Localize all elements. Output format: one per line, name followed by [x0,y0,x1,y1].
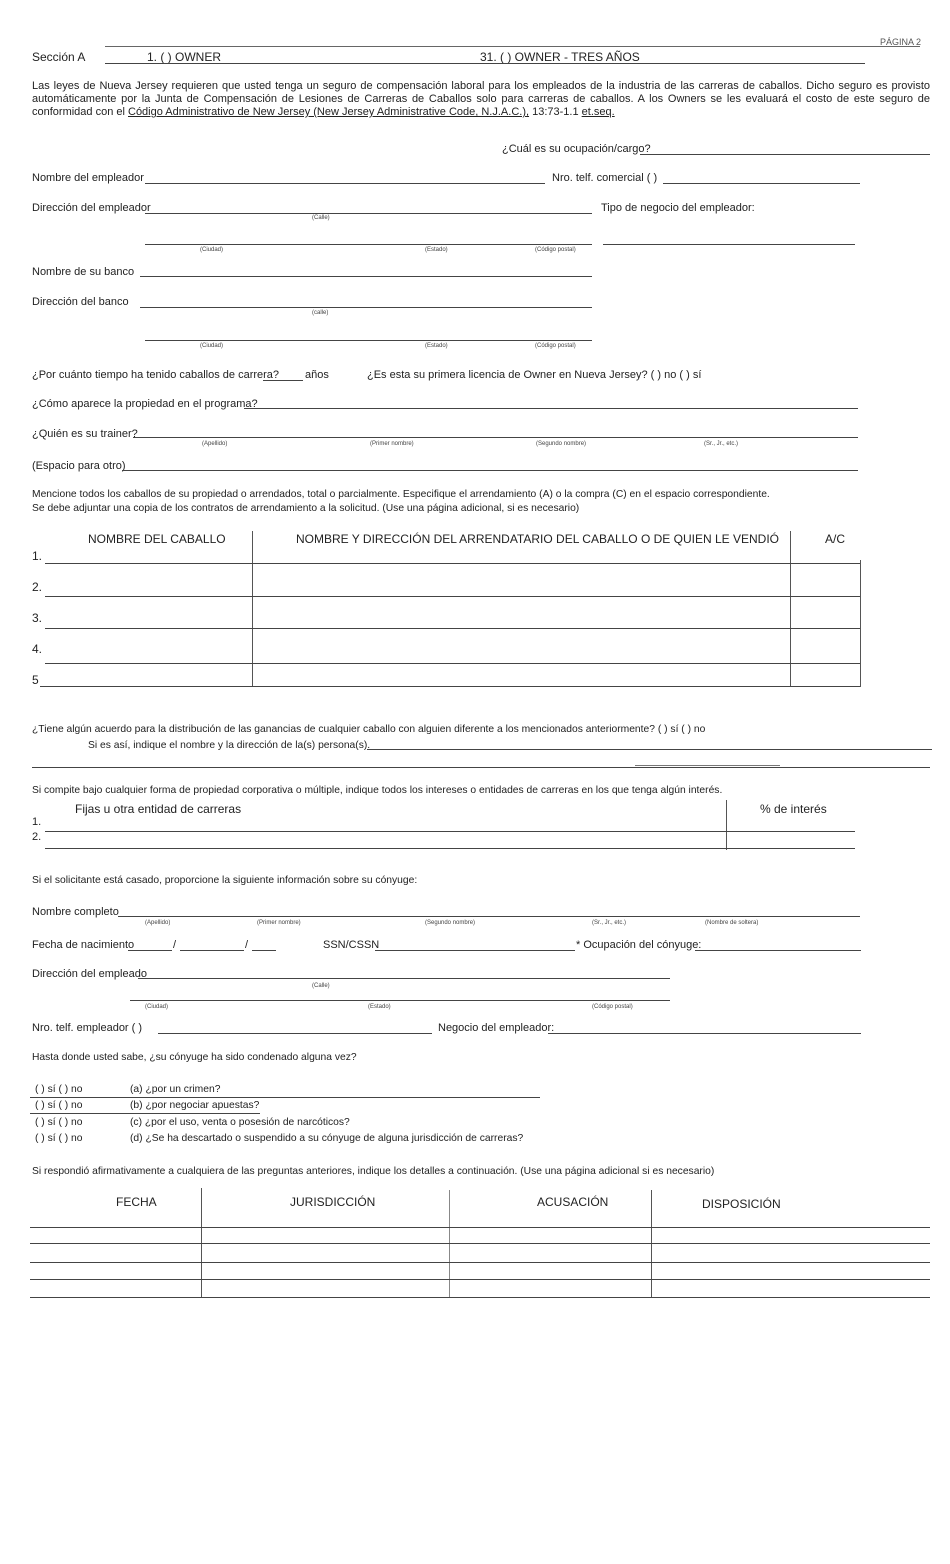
corporate-row[interactable] [45,848,855,849]
spouse-first-hint: (Primer nombre) [257,920,301,926]
convictions-question: Hasta donde usted sabe, ¿su cónyuge ha sido condenado alguna vez? [32,1052,357,1063]
bank-city-hint: (Ciudad) [200,343,224,349]
employer-city-hint: (Ciudad) [200,247,224,253]
years-question: ¿Por cuánto tiempo ha tenido caballos de carrera? [32,369,280,381]
corporate-row-number: 2. [32,831,42,843]
table-row[interactable] [45,563,860,564]
table-row[interactable] [45,596,860,597]
horse-row-number: 2. [32,580,43,594]
trainer-suffix-hint: (Sr., Jr., etc.) [704,441,739,447]
horse-row-number: 5 [32,673,39,687]
ssn-field[interactable] [375,950,575,951]
business-type-label: Tipo de negocio del empleador: [601,202,755,214]
employee-address-label: Dirección del empleado [32,968,147,980]
employer-zip-hint: (Código postal) [535,247,576,253]
table-row[interactable] [30,1243,930,1244]
nj-code-reference: Código Administrativo de New Jersey (New Jersey Administrative Code, N.J.A.C.), [128,106,530,118]
trainer-field[interactable] [133,437,858,438]
spouse-fullname-field[interactable] [118,916,860,917]
dob-day-field[interactable] [180,950,244,951]
employer-address-label: Dirección del empleador [32,202,151,214]
details-instructions: Si respondió afirmativamente a cualquiera de las preguntas anteriores, indique los detalles a continuación. (Use una página adicional si es necesario) [32,1166,715,1177]
spouse-occupation-field[interactable] [695,950,861,951]
spouse-middle-hint: (Segundo nombre) [425,920,476,926]
spouse-fullname-label: Nombre completo [32,906,119,918]
employer-phone-field[interactable] [663,183,860,184]
employer-phone-label: Nro. telf. comercial ( ) [552,172,658,184]
bank-state-hint: (Estado) [425,343,448,349]
trainer-question: ¿Quién es su trainer? [32,428,138,440]
dob-slash: / [173,939,177,951]
employee-city-hint: (Ciudad) [145,1004,169,1010]
program-field[interactable] [244,408,858,409]
intro-text: Las leyes de Nueva Jersey requieren que usted tenga un seguro de compensación laboral para los empleados de la industria de las carreras de caballos. Dicho seguro es provisto automáticamente por la Junta de Compensación de Lesiones de Carreras de Caballos solo para carreras de caballos. A los Owners se les evaluará el costo de este seguro de conformidad con el [32,80,930,118]
business-type-field[interactable] [603,244,855,245]
employee-street-field[interactable] [138,978,670,979]
dob-month-field[interactable] [128,950,172,951]
owner-three-years-option[interactable]: 31. ( ) OWNER - TRES AÑOS [480,50,640,64]
owner-option[interactable]: 1. ( ) OWNER [147,50,221,64]
jurisdiction-header: JURISDICCIÓN [290,1195,376,1209]
earnings-field-2[interactable] [32,767,930,768]
table-row[interactable] [30,1262,930,1263]
earnings-field-extra[interactable] [635,765,780,766]
spouse-intro: Si el solicitante está casado, proporcione la siguiente información sobre su cónyuge: [32,875,418,886]
trainer-middle-hint: (Segundo nombre) [536,441,587,447]
employer-business-label: Negocio del empleador: [438,1022,555,1034]
table-row[interactable] [30,1227,930,1228]
nj-code-number: 13:73-1.1 [529,106,582,118]
et-seq: et.seq. [581,106,615,118]
conviction-yes-no[interactable]: ( ) sí ( ) no [35,1117,83,1128]
entity-header: Fijas u otra entidad de carreras [75,802,242,816]
table-row[interactable] [45,663,860,664]
conviction-item: (b) ¿por negociar apuestas? [130,1100,260,1111]
dob-year-field[interactable] [252,950,276,951]
horse-row-number: 3. [32,611,43,625]
bank-address-label: Dirección del banco [32,296,129,308]
table-row[interactable] [40,686,860,687]
ssn-label: SSN/CSSN [323,939,380,951]
employer-business-field[interactable] [548,1033,861,1034]
bank-zip-hint: (Código postal) [535,343,576,349]
ac-header: A/C [825,532,846,546]
trainer-last-hint: (Apellido) [202,441,228,447]
disposition-header: DISPOSICIÓN [702,1197,781,1211]
years-field[interactable] [263,380,303,381]
employer-name-field[interactable] [145,183,545,184]
earnings-persons-field[interactable] [367,749,932,750]
conviction-item: (a) ¿por un crimen? [130,1084,221,1095]
earnings-followup: Si es así, indique el nombre y la dirección de la(s) persona(s). [88,740,371,751]
horse-row-number: 1. [32,549,43,563]
spouse-suffix-hint: (Sr., Jr., etc.) [592,920,627,926]
bank-street-hint: (calle) [312,310,329,316]
bank-name-field[interactable] [140,276,592,277]
employer-phone-field-2[interactable] [158,1033,432,1034]
header-rule [105,46,920,47]
conviction-rule [30,1097,540,1098]
corporate-row-number: 1. [32,816,42,828]
date-header: FECHA [116,1195,157,1209]
conviction-item: (c) ¿por el uso, venta o posesión de narcóticos? [130,1117,350,1128]
employee-street-hint: (Calle) [312,983,330,989]
employer-street-hint: (Calle) [312,215,330,221]
table-row[interactable] [30,1279,930,1280]
conviction-rule [30,1113,260,1114]
employee-zip-hint: (Código postal) [592,1004,633,1010]
intro-paragraph [32,80,930,119]
dob-label: Fecha de nacimiento [32,939,135,951]
horse-list-instructions-2: Se debe adjuntar una copia de los contratos de arrendamiento a la solicitud. (Use una página adicional, si es necesario) [32,503,580,514]
bank-city-field[interactable] [145,340,592,341]
conviction-yes-no[interactable]: ( ) sí ( ) no [35,1100,83,1111]
charge-header: ACUSACIÓN [537,1195,609,1209]
section-label: Sección A [32,50,86,64]
lessee-header: NOMBRE Y DIRECCIÓN DEL ARRENDATARIO DEL CABALLO O DE QUIEN LE VENDIÓ [296,532,779,546]
spouse-maiden-hint: (Nombre de soltera) [705,920,759,926]
spouse-occupation-label: * Ocupación del cónyuge: [576,939,702,951]
employee-city-field[interactable] [130,1000,670,1001]
employer-state-hint: (Estado) [425,247,448,253]
years-unit: años [305,369,329,381]
bank-street-field[interactable] [140,307,592,308]
employer-street-field[interactable] [145,213,592,214]
dob-slash: / [245,939,249,951]
table-row[interactable] [45,628,860,629]
page-number: PÁGINA 2 [880,37,922,47]
corporate-row[interactable] [45,831,855,832]
conviction-yes-no[interactable]: ( ) sí ( ) no [35,1133,83,1144]
conviction-item: (d) ¿Se ha descartado o suspendido a su cónyuge de alguna jurisdicción de carreras? [130,1133,524,1144]
header-underline [105,63,865,64]
interest-header: % de interés [760,802,827,816]
employee-state-hint: (Estado) [368,1004,391,1010]
horse-name-header: NOMBRE DEL CABALLO [88,532,226,546]
bank-name-label: Nombre de su banco [32,266,135,278]
conviction-yes-no[interactable]: ( ) sí ( ) no [35,1084,83,1095]
employer-phone-label-2: Nro. telf. empleador ( ) [32,1022,143,1034]
table-row[interactable] [30,1297,930,1298]
horse-row-number: 4. [32,642,43,656]
employer-name-label: Nombre del empleador [32,172,144,184]
program-question: ¿Cómo aparece la propiedad en el programa? [32,398,258,410]
other-field[interactable] [122,470,858,471]
trainer-first-hint: (Primer nombre) [370,441,414,447]
spouse-last-hint: (Apellido) [145,920,171,926]
occupation-field[interactable] [640,154,930,155]
horse-list-instructions-1: Mencione todos los caballos de su propiedad o arrendados, total o parcialmente. Especifique el arrendamiento (A) o la compra (C) en el espacio correspondiente. [32,489,770,500]
corporate-question: Si compite bajo cualquier forma de propiedad corporativa o múltiple, indique todos los intereses o entidades de carreras en los que tenga algún interés. [32,785,723,796]
occupation-label: ¿Cuál es su ocupación/cargo? [502,143,651,155]
employer-city-field[interactable] [145,244,592,245]
first-license-question[interactable]: ¿Es esta su primera licencia de Owner en Nueva Jersey? ( ) no ( ) sí [367,369,702,381]
other-label: (Espacio para otro) [32,460,126,472]
earnings-question[interactable]: ¿Tiene algún acuerdo para la distribución de las ganancias de cualquier caballo con alguien diferente a los mencionados anteriormente? ( ) sí ( ) no [32,724,706,735]
